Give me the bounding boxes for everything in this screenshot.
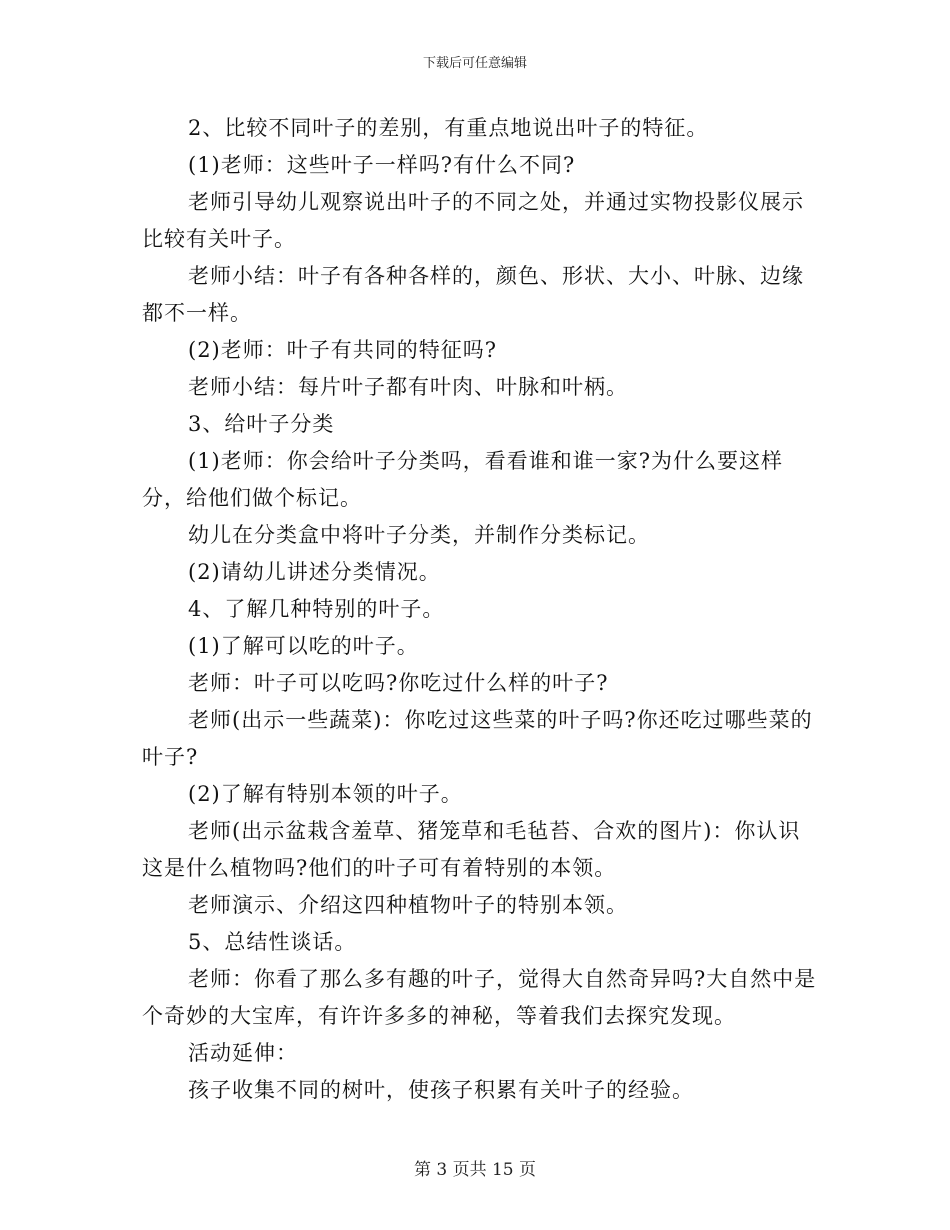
paragraph: (1)老师：你会给叶子分类吗，看看谁和谁一家?为什么要这样分，给他们做个标记。 (142, 449, 784, 510)
page-header: 下载后可任意编辑 (422, 56, 527, 71)
section-heading: 4、了解几种特别的叶子。 (188, 597, 445, 621)
paragraph: 老师引导幼儿观察说出叶子的不同之处，并通过实物投影仪展示比较有关叶子。 (142, 190, 804, 251)
paragraph: 老师(出示一些蔬菜)：你吃过这些菜的叶子吗?你还吃过哪些菜的叶子? (142, 708, 813, 769)
document-body (142, 110, 822, 1109)
paragraph: 老师演示、介绍这四种植物叶子的特别本领。 (188, 893, 628, 917)
paragraph: (1)老师：这些叶子一样吗?有什么不同? (188, 153, 576, 177)
paragraph: (2)请幼儿讲述分类情况。 (188, 560, 441, 584)
section-heading: 5、总结性谈话。 (188, 930, 357, 954)
paragraph: (2)了解有特别本领的叶子。 (188, 782, 463, 806)
page-footer: 第 3 页共 15 页 (413, 1160, 537, 1180)
paragraph: (1)了解可以吃的叶子。 (188, 634, 419, 658)
paragraph: 活动延伸： (188, 1041, 298, 1065)
paragraph: 老师：你看了那么多有趣的叶子，觉得大自然奇异吗?大自然中是个奇妙的大宝库，有许许多多的神秘，等着我们去探究发现。 (142, 967, 817, 1028)
paragraph: 老师小结：每片叶子都有叶肉、叶脉和叶柄。 (188, 375, 628, 399)
paragraph: (2)老师：叶子有共同的特征吗? (188, 338, 498, 362)
section-heading: 3、给叶子分类 (188, 412, 335, 436)
paragraph: 老师：叶子可以吃吗?你吃过什么样的叶子? (188, 671, 609, 695)
paragraph: 2、比较不同叶子的差别，有重点地说出叶子的特征。 (188, 116, 709, 140)
paragraph: 老师(出示盆栽含羞草、猪笼草和毛毡苔、合欢的图片)：你认识这是什么植物吗?他们的叶子可有着特别的本领。 (142, 819, 801, 880)
paragraph: 孩子收集不同的树叶，使孩子积累有关叶子的经验。 (188, 1078, 694, 1102)
paragraph: 幼儿在分类盒中将叶子分类，并制作分类标记。 (188, 523, 650, 547)
paragraph: 老师小结：叶子有各种各样的，颜色、形状、大小、叶脉、边缘都不一样。 (142, 264, 804, 325)
